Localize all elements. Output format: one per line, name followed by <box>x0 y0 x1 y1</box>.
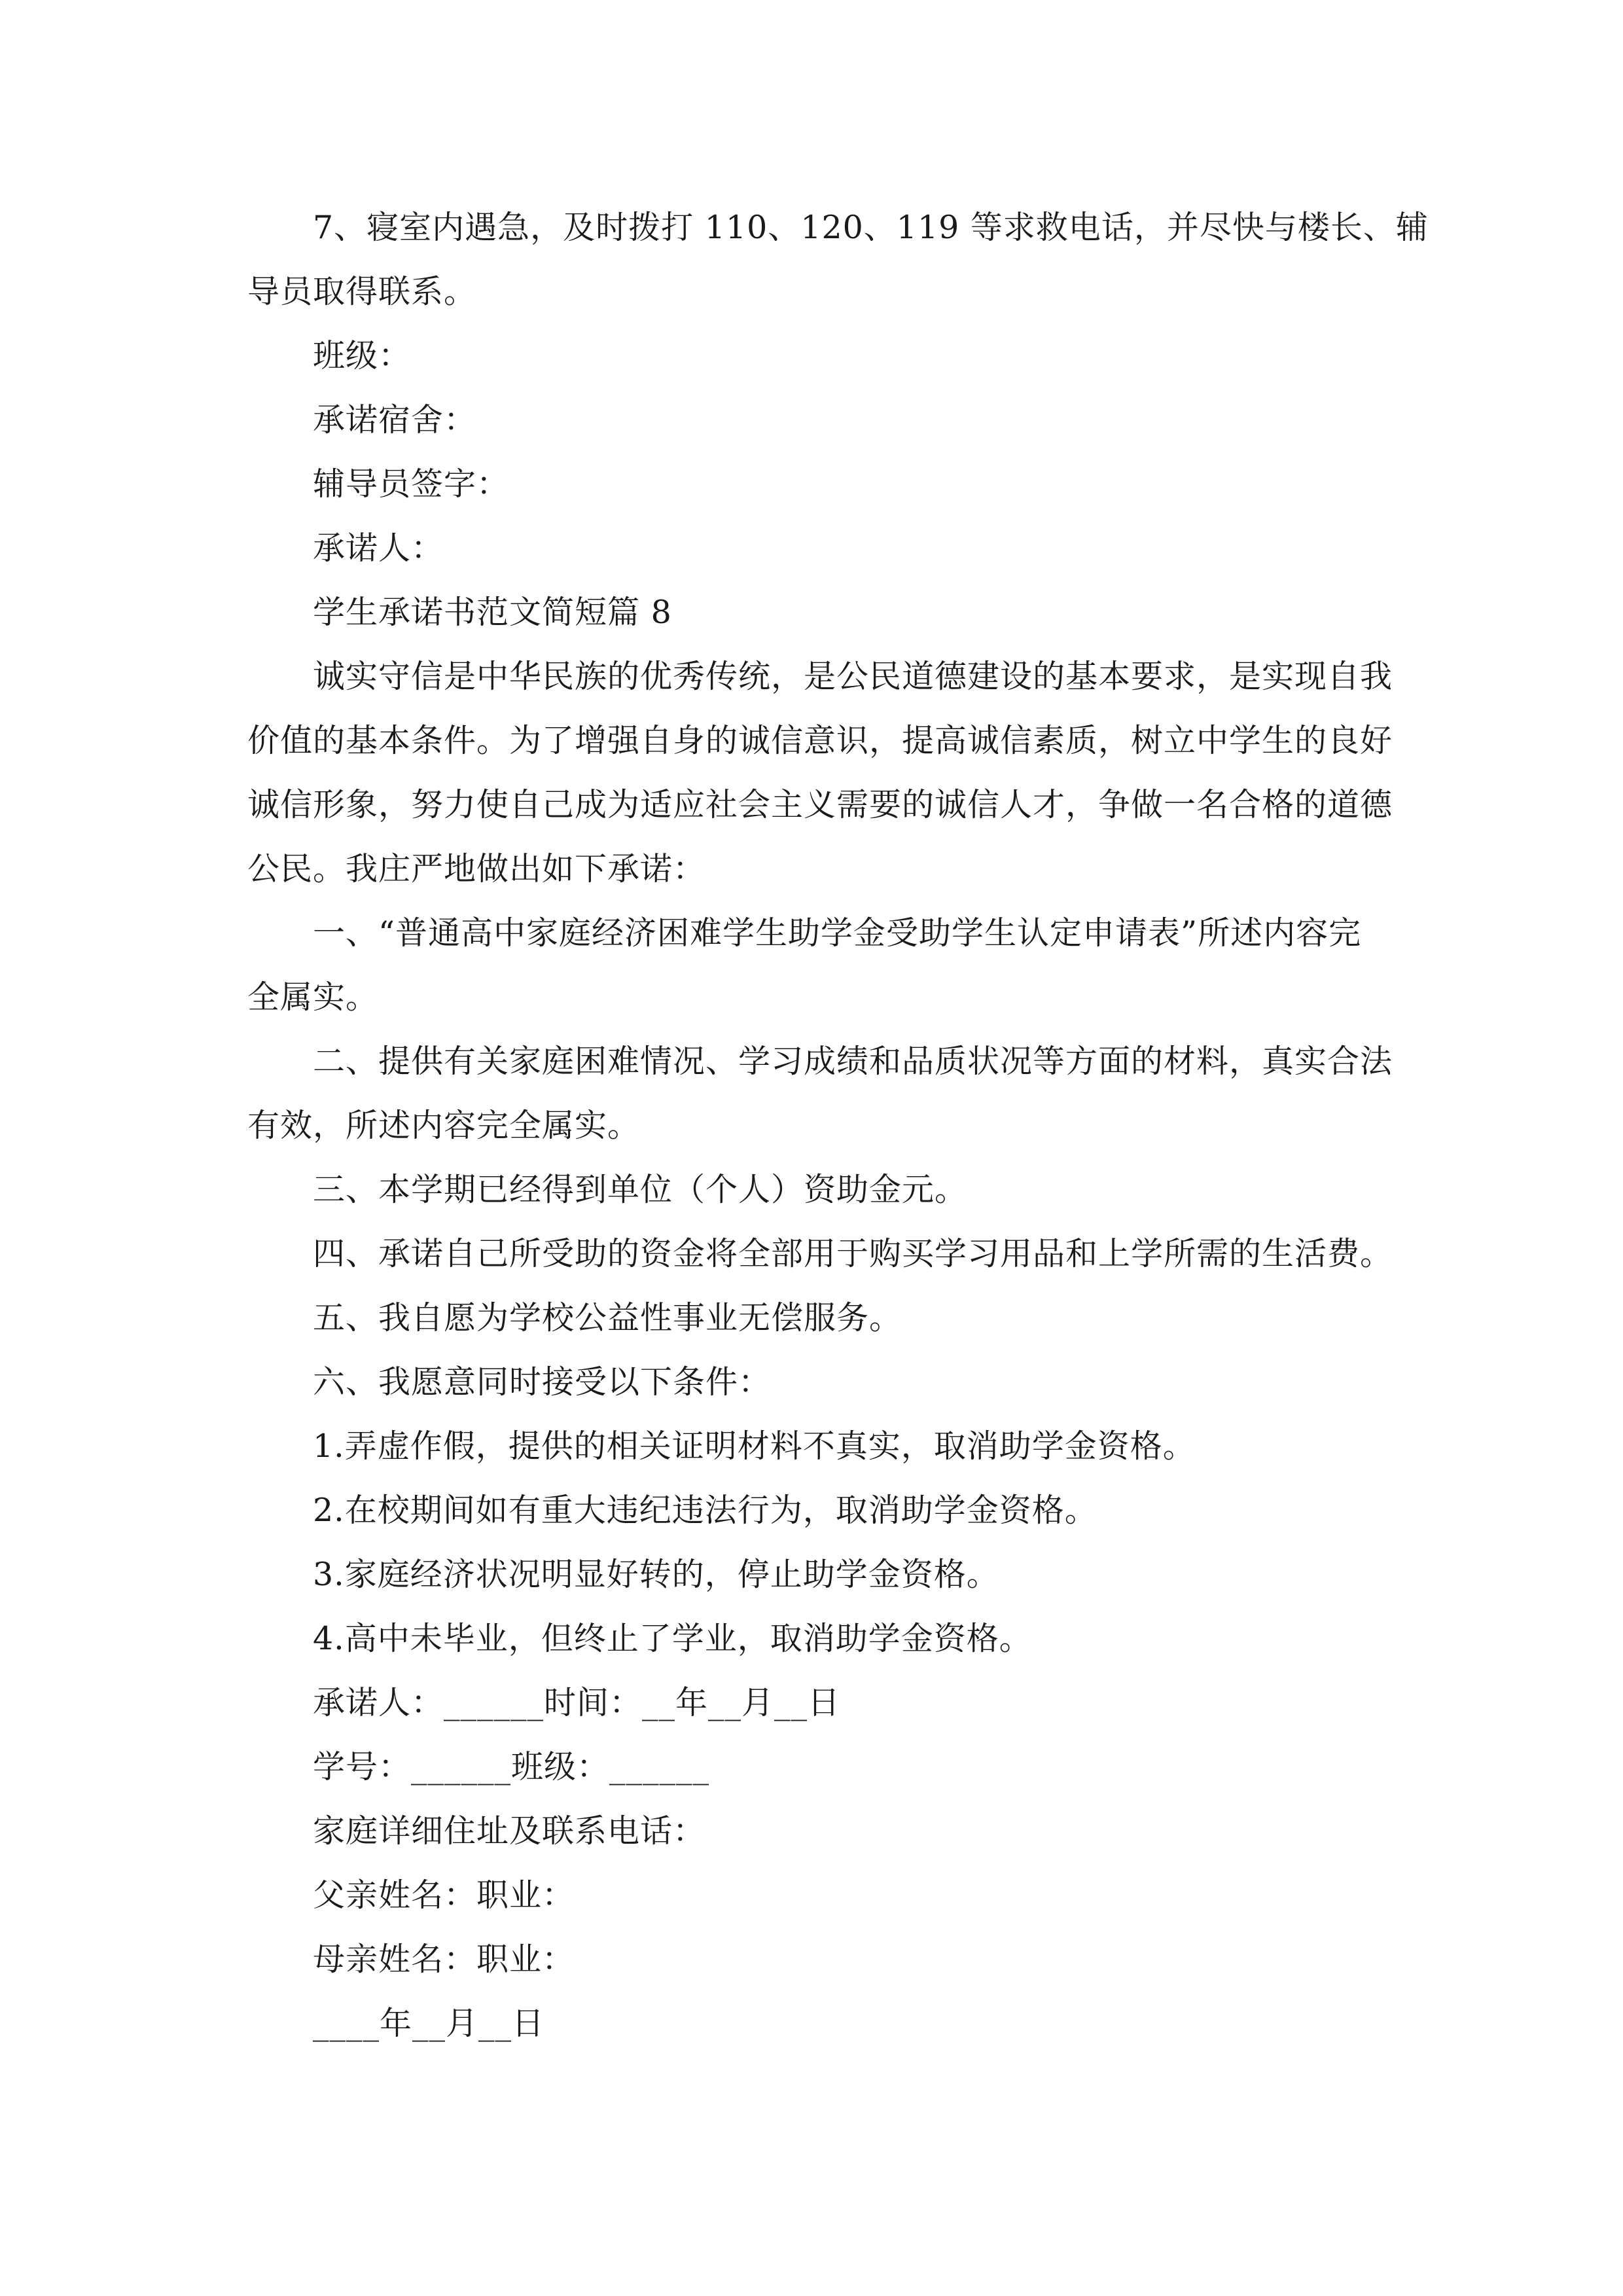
list-item: 3.家庭经济状况明显好转的，停止助学金资格。 <box>313 1556 999 1593</box>
field-label-class: 班级： <box>313 337 412 374</box>
paragraph-line: 三、本学期已经得到单位（个人）资助金元。 <box>313 1171 968 1208</box>
paragraph-line: 公民。我庄严地做出如下承诺： <box>247 850 706 888</box>
father-line: 父亲姓名：职业： <box>313 1876 575 1914</box>
mother-line: 母亲姓名：职业： <box>313 1941 575 1978</box>
paragraph-line: 四、承诺自己所受助的资金将全部用于购买学习用品和上学所需的生活费。 <box>313 1235 1393 1272</box>
paragraph-line: 五、我自愿为学校公益性事业无偿服务。 <box>313 1299 902 1336</box>
paragraph-line: 全属实。 <box>247 978 379 1016</box>
paragraph-line: 一、“普通高中家庭经济困难学生助学金受助学生认定申请表”所述内容完 <box>313 914 1362 952</box>
list-item: 2.在校期间如有重大违纪违法行为，取消助学金资格。 <box>313 1492 1097 1529</box>
paragraph-line: 诚实守信是中华民族的优秀传统，是公民道德建设的基本要求，是实现自我 <box>313 658 1393 695</box>
list-item: 4.高中未毕业，但终止了学业，取消助学金资格。 <box>313 1620 1032 1657</box>
paragraph-line: 有效，所述内容完全属实。 <box>247 1107 641 1144</box>
field-label-counselor-signature: 辅导员签字： <box>313 465 510 503</box>
paragraph-line: 导员取得联系。 <box>247 273 477 310</box>
list-item: 1.弄虚作假，提供的相关证明材料不真实，取消助学金资格。 <box>313 1427 1196 1465</box>
paragraph-line: 二、提供有关家庭困难情况、学习成绩和品质状况等方面的材料，真实合法 <box>313 1043 1393 1080</box>
signature-line: 承诺人：______时间：__年__月__日 <box>313 1684 841 1721</box>
paragraph-line: 7、寝室内遇急，及时拨打 110、120、119 等求救电话，并尽快与楼长、辅 <box>313 209 1429 246</box>
paragraph-line: 六、我愿意同时接受以下条件： <box>313 1363 772 1401</box>
field-label-promisor: 承诺人： <box>313 529 444 567</box>
date-line: ____年__月__日 <box>313 2005 545 2042</box>
paragraph-line: 诚信形象，努力使自己成为适应社会主义需要的诚信人才，争做一名合格的道德 <box>247 786 1393 823</box>
field-label-dorm: 承诺宿舍： <box>313 401 477 439</box>
section-heading: 学生承诺书范文简短篇 8 <box>313 594 672 631</box>
paragraph-line: 价值的基本条件。为了增强自身的诚信意识，提高诚信素质，树立中学生的良好 <box>247 722 1393 759</box>
address-line: 家庭详细住址及联系电话： <box>313 1812 706 1850</box>
student-id-line: 学号：______班级：______ <box>313 1748 710 1785</box>
